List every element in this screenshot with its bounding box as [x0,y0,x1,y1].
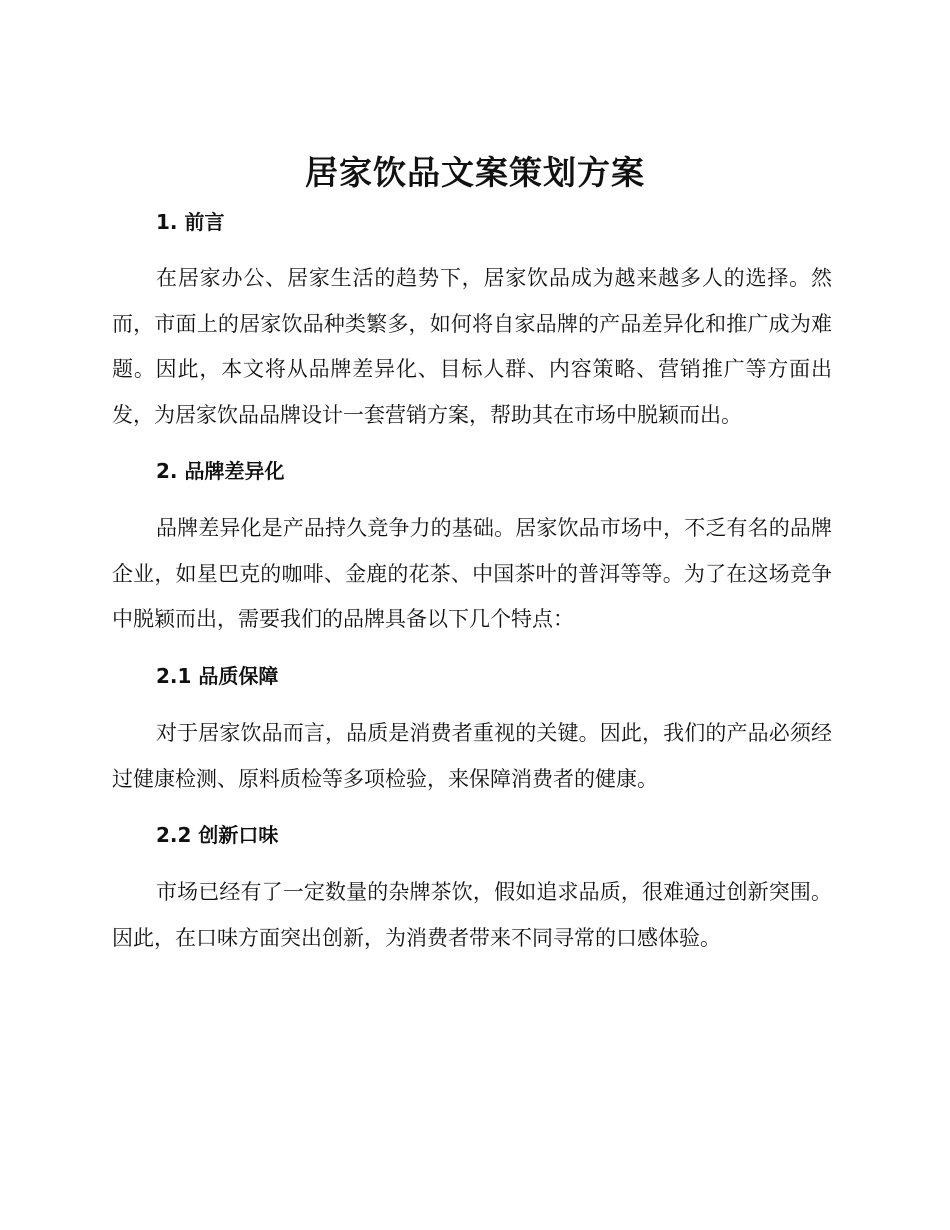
section-paragraph-preface: 在居家办公、居家生活的趋势下，居家饮品成为越来越多人的选择。然而，市面上的居家饮品种类繁多，如何将自家品牌的产品差异化和推广成为难题。因此，本文将从品牌差异化、目标人群、内容策略、营销推广等方面出发，为居家饮品品牌设计一套营销方案，帮助其在市场中脱颖而出。 [112,266,832,427]
section-heading-innovative-flavor: 2.2 创新口味 [156,823,279,847]
section-paragraph-innovative-flavor: 市场已经有了一定数量的杂牌茶饮，假如追求品质，很难通过创新突围。因此，在口味方面突出创新，为消费者带来不同寻常的口感体验。 [112,880,832,950]
document-title: 居家饮品文案策划方案 [305,153,645,192]
section-heading-quality-assurance: 2.1 品质保障 [156,664,279,688]
section-paragraph-quality-assurance: 对于居家饮品而言，品质是消费者重视的关键。因此，我们的产品必须经过健康检测、原料质检等多项检验，来保障消费者的健康。 [112,721,832,791]
section-paragraph-brand-differentiation: 品牌差异化是产品持久竞争力的基础。居家饮品市场中，不乏有名的品牌企业，如星巴克的咖啡、金鹿的花茶、中国茶叶的普洱等等。为了在这场竞争中脱颖而出，需要我们的品牌具备以下几个特点： [112,516,832,631]
section-heading-brand-differentiation: 2. 品牌差异化 [156,459,285,483]
section-heading-preface: 1. 前言 [156,210,225,234]
